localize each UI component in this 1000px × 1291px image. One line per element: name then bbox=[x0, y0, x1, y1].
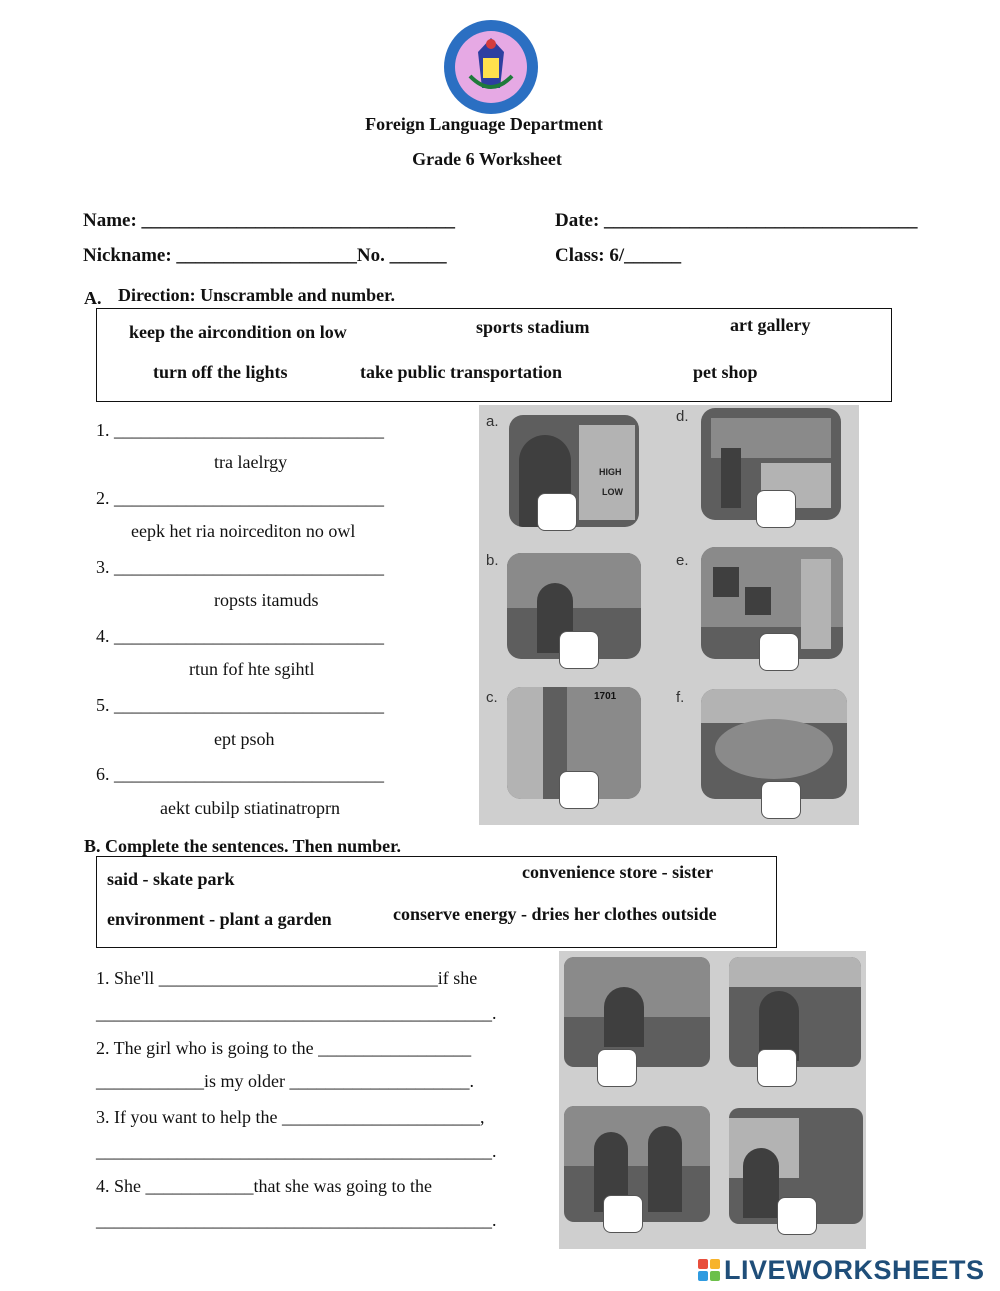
sentence-2[interactable]: 2. The girl who is going to the _________________ bbox=[96, 1038, 472, 1058]
answer-box-b4[interactable] bbox=[777, 1197, 817, 1235]
scrambled-5: ept psoh bbox=[214, 729, 275, 749]
answer-line-3[interactable]: 3. ______________________________ bbox=[96, 557, 384, 577]
section-a-letter: A. bbox=[84, 288, 102, 308]
answer-box-c[interactable] bbox=[559, 771, 599, 809]
word-bank-item: keep the aircondition on low bbox=[129, 322, 347, 342]
answer-line-4[interactable]: 4. ______________________________ bbox=[96, 626, 384, 646]
picture-label-d: d. bbox=[676, 408, 689, 425]
answer-line-5[interactable]: 5. ______________________________ bbox=[96, 695, 384, 715]
sentence-4[interactable]: 4. She ____________that she was going to the bbox=[96, 1176, 432, 1196]
scrambled-6: aekt cubilp stiatinatroprn bbox=[160, 798, 340, 818]
word-bank-item: said - skate park bbox=[107, 869, 235, 889]
picture-label-b: b. bbox=[486, 552, 499, 569]
answer-box-b[interactable] bbox=[559, 631, 599, 669]
picture-label-f: f. bbox=[676, 689, 685, 706]
train-number: 1701 bbox=[594, 691, 617, 702]
watermark-text: LIVEWORKSHEETS bbox=[724, 1254, 985, 1285]
name-field[interactable]: Name: _________________________________ bbox=[83, 210, 456, 231]
section-a-direction: Direction: Unscramble and number. bbox=[118, 285, 396, 305]
scrambled-4: rtun fof hte sgihtl bbox=[189, 659, 315, 679]
picture-b2 bbox=[729, 957, 861, 1067]
word-bank-item: convenience store - sister bbox=[522, 862, 714, 882]
word-bank-item: turn off the lights bbox=[153, 362, 288, 382]
sentence-3-line[interactable]: ____________________________________________. bbox=[96, 1141, 497, 1161]
picture-panel-a bbox=[479, 405, 859, 825]
scrambled-3: ropsts itamuds bbox=[214, 590, 319, 610]
word-bank-item: environment - plant a garden bbox=[107, 909, 332, 929]
picture-b1 bbox=[564, 957, 710, 1067]
answer-line-6[interactable]: 6. ______________________________ bbox=[96, 764, 384, 784]
picture-panel-b bbox=[559, 951, 866, 1249]
word-bank-item: art gallery bbox=[730, 315, 811, 335]
scrambled-2: eepk het ria noircediton no owl bbox=[131, 521, 356, 541]
picture-label-c: c. bbox=[486, 689, 498, 706]
answer-box-b1[interactable] bbox=[597, 1049, 637, 1087]
sentence-2-line[interactable]: ____________is my older ____________________. bbox=[96, 1071, 474, 1091]
date-field[interactable]: Date: _________________________________ bbox=[555, 210, 918, 231]
sentence-3[interactable]: 3. If you want to help the ______________________, bbox=[96, 1107, 485, 1127]
school-logo bbox=[442, 18, 540, 116]
sentence-1[interactable]: 1. She'll _______________________________if she bbox=[96, 968, 478, 988]
sentence-1-line[interactable]: ____________________________________________. bbox=[96, 1003, 497, 1023]
picture-label-e: e. bbox=[676, 552, 689, 569]
department-title: Foreign Language Department bbox=[365, 114, 603, 134]
worksheet-title: Grade 6 Worksheet bbox=[412, 149, 562, 169]
class-field[interactable]: Class: 6/______ bbox=[555, 245, 682, 266]
word-bank-item: conserve energy - dries her clothes outside bbox=[393, 904, 717, 924]
nickname-field[interactable]: Nickname: ___________________No. ______ bbox=[83, 245, 447, 266]
liveworksheets-watermark bbox=[698, 1255, 985, 1285]
answer-box-b2[interactable] bbox=[757, 1049, 797, 1087]
answer-box-e[interactable] bbox=[759, 633, 799, 671]
sign-low: LOW bbox=[602, 487, 623, 497]
answer-box-d[interactable] bbox=[756, 490, 796, 528]
word-bank-item: sports stadium bbox=[476, 317, 590, 337]
word-bank-item: take public transportation bbox=[360, 362, 563, 382]
sentence-4-line[interactable]: ____________________________________________. bbox=[96, 1210, 497, 1230]
sign-high: HIGH bbox=[599, 467, 622, 477]
scrambled-1: tra laelrgy bbox=[214, 452, 288, 472]
answer-box-f[interactable] bbox=[761, 781, 801, 819]
liveworksheets-logo-icon bbox=[698, 1259, 720, 1281]
answer-line-2[interactable]: 2. ______________________________ bbox=[96, 488, 384, 508]
word-bank-item: pet shop bbox=[693, 362, 758, 382]
answer-line-1[interactable]: 1. ______________________________ bbox=[96, 420, 384, 440]
section-b-title: B. Complete the sentences. Then number. bbox=[84, 836, 402, 856]
answer-box-a[interactable] bbox=[537, 493, 577, 531]
picture-label-a: a. bbox=[486, 413, 499, 430]
answer-box-b3[interactable] bbox=[603, 1195, 643, 1233]
